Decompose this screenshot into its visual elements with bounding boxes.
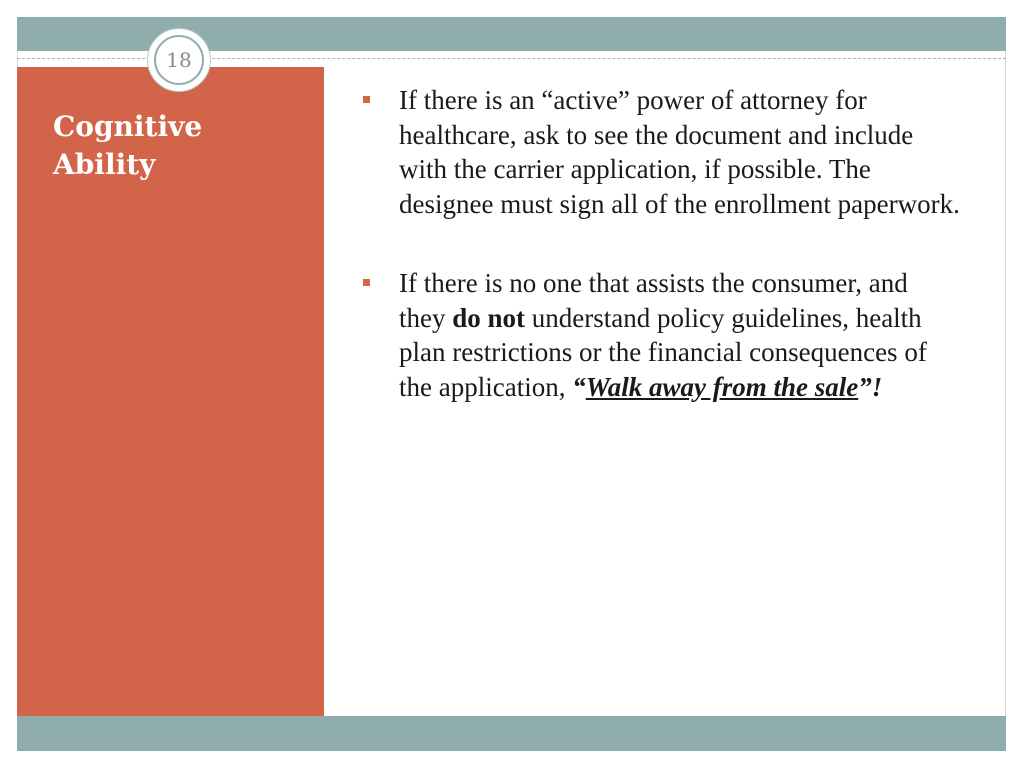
emphasis-do-not: do not (452, 302, 526, 333)
bullet-item-walk-away (360, 266, 960, 404)
quote-open: “ (572, 371, 586, 402)
page-number: 18 (154, 35, 204, 85)
page-number-badge (147, 28, 211, 92)
bullet-item-poa (360, 83, 960, 221)
walk-away-underlined: Walk away from the sale (585, 371, 859, 402)
square-bullet-icon (363, 96, 370, 103)
bullet-text-middle: understand policy guidelines, health plan restrictions or the financial consequences of the application, (399, 302, 927, 402)
bullet-text: If there is an “active” power of attorney for healthcare, ask to see the document and include with the carrier application, if possible. The designee must sign all of the enrollment paperwork. (399, 85, 960, 219)
quote-close: ”! (858, 371, 883, 402)
square-bullet-icon (363, 279, 370, 286)
bullet-text-lead: If there is no one that assists the consumer, and they (399, 268, 908, 333)
bottom-footer-band (17, 716, 1006, 751)
walk-away-callout (572, 372, 882, 402)
section-title: Cognitive Ability (53, 110, 203, 181)
bullet-list (360, 83, 960, 449)
